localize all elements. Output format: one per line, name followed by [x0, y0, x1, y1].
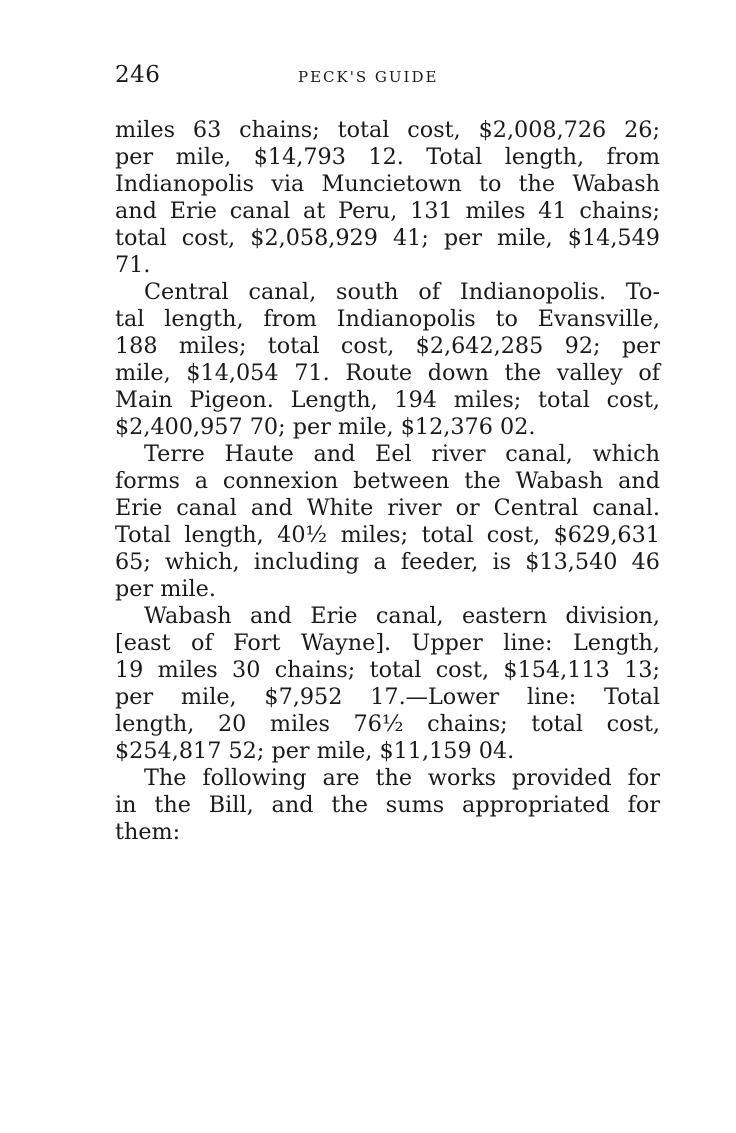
- text-line: $254,817 52; per mile, $11,159 04.: [115, 738, 515, 764]
- text-line: 71.: [115, 252, 151, 278]
- text-line: Total length, 40½ miles; total cost, $629,631: [115, 522, 660, 548]
- text-line: length, 20 miles 76½ chains; total cost,: [115, 711, 660, 737]
- body-text: [115, 117, 660, 846]
- text-line: $2,400,957 70; per mile, $12,376 02.: [115, 414, 536, 440]
- text-line: The following are the works provided for: [144, 765, 660, 791]
- text-line: and Erie canal at Peru, 131 miles 41 chains;: [115, 198, 660, 224]
- text-line: in the Bill, and the sums appropriated for: [115, 792, 660, 818]
- text-line: Wabash and Erie canal, eastern division,: [144, 603, 660, 629]
- page-number: 246: [115, 62, 161, 88]
- text-line: miles 63 chains; total cost, $2,008,726 26;: [115, 117, 660, 143]
- text-line: mile, $14,054 71. Route down the valley of: [115, 360, 660, 386]
- text-line: forms a connexion between the Wabash and: [115, 468, 660, 494]
- text-line: 188 miles; total cost, $2,642,285 92; per: [115, 333, 660, 359]
- text-line: Terre Haute and Eel river canal, which: [144, 441, 660, 467]
- page-header: [115, 62, 660, 92]
- text-line: Main Pigeon. Length, 194 miles; total cost,: [115, 387, 660, 413]
- text-line: 19 miles 30 chains; total cost, $154,113 13;: [115, 657, 660, 683]
- text-line: per mile, $14,793 12. Total length, from: [115, 144, 660, 170]
- text-line: Central canal, south of Indianopolis. To-: [144, 279, 660, 305]
- text-line: Indianopolis via Muncietown to the Wabash: [115, 171, 660, 197]
- text-line: tal length, from Indianopolis to Evansville,: [115, 306, 660, 332]
- text-line: per mile, $7,952 17.—Lower line: Total: [115, 684, 660, 710]
- text-line: total cost, $2,058,929 41; per mile, $14,549: [115, 225, 660, 251]
- running-head: PECK'S GUIDE: [298, 68, 439, 86]
- text-line: them:: [115, 819, 181, 845]
- text-line: Erie canal and White river or Central canal.: [115, 495, 660, 521]
- text-line: [east of Fort Wayne]. Upper line: Length,: [115, 630, 660, 656]
- text-line: per mile.: [115, 576, 216, 602]
- text-line: 65; which, including a feeder, is $13,540 46: [115, 549, 660, 575]
